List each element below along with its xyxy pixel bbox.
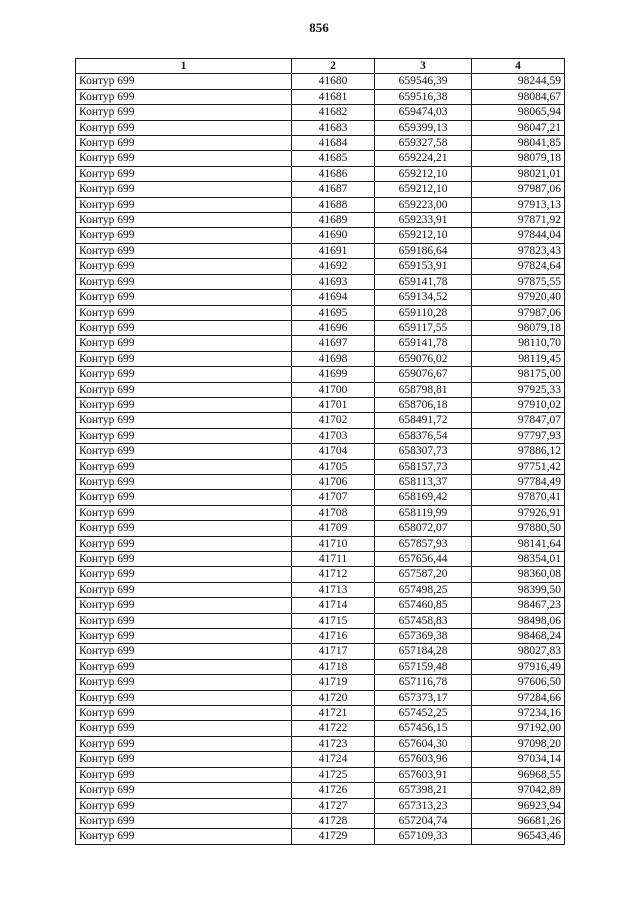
table-row bbox=[76, 428, 565, 443]
y-coordinate-cell: 98079,18 bbox=[472, 320, 565, 335]
table-row bbox=[76, 243, 565, 258]
contour-name-cell: Контур 699 bbox=[76, 89, 292, 104]
y-coordinate-cell: 97751,42 bbox=[472, 459, 565, 474]
x-coordinate-cell: 658798,81 bbox=[375, 382, 472, 397]
contour-name-cell: Контур 699 bbox=[76, 567, 292, 582]
contour-name-cell: Контур 699 bbox=[76, 182, 292, 197]
x-coordinate-cell: 659474,03 bbox=[375, 105, 472, 120]
x-coordinate-cell: 657460,85 bbox=[375, 598, 472, 613]
contour-name-cell: Контур 699 bbox=[76, 536, 292, 551]
column-header-x-coordinate: 3 bbox=[375, 59, 472, 74]
contour-name-cell: Контур 699 bbox=[76, 706, 292, 721]
x-coordinate-cell: 657603,91 bbox=[375, 767, 472, 782]
contour-name-cell: Контур 699 bbox=[76, 336, 292, 351]
table-row bbox=[76, 829, 565, 844]
y-coordinate-cell: 98354,01 bbox=[472, 552, 565, 567]
x-coordinate-cell: 659327,58 bbox=[375, 136, 472, 151]
x-coordinate-cell: 657159,48 bbox=[375, 659, 472, 674]
y-coordinate-cell: 98244,59 bbox=[472, 74, 565, 89]
y-coordinate-cell: 98041,85 bbox=[472, 136, 565, 151]
contour-name-cell: Контур 699 bbox=[76, 521, 292, 536]
y-coordinate-cell: 97098,20 bbox=[472, 736, 565, 751]
y-coordinate-cell: 97910,02 bbox=[472, 397, 565, 412]
contour-name-cell: Контур 699 bbox=[76, 813, 292, 828]
point-number-cell: 41696 bbox=[292, 320, 375, 335]
table-row bbox=[76, 382, 565, 397]
x-coordinate-cell: 657458,83 bbox=[375, 613, 472, 628]
point-number-cell: 41717 bbox=[292, 644, 375, 659]
point-number-cell: 41685 bbox=[292, 151, 375, 166]
point-number-cell: 41714 bbox=[292, 598, 375, 613]
y-coordinate-cell: 97925,33 bbox=[472, 382, 565, 397]
contour-name-cell: Контур 699 bbox=[76, 736, 292, 751]
point-number-cell: 41726 bbox=[292, 783, 375, 798]
point-number-cell: 41689 bbox=[292, 213, 375, 228]
x-coordinate-cell: 658157,73 bbox=[375, 459, 472, 474]
y-coordinate-cell: 96923,94 bbox=[472, 798, 565, 813]
x-coordinate-cell: 657603,96 bbox=[375, 752, 472, 767]
y-coordinate-cell: 97844,04 bbox=[472, 228, 565, 243]
contour-name-cell: Контур 699 bbox=[76, 552, 292, 567]
table-row bbox=[76, 89, 565, 104]
x-coordinate-cell: 659076,02 bbox=[375, 351, 472, 366]
x-coordinate-cell: 658706,18 bbox=[375, 397, 472, 412]
table-row bbox=[76, 397, 565, 412]
table-row bbox=[76, 367, 565, 382]
x-coordinate-cell: 657313,23 bbox=[375, 798, 472, 813]
contour-name-cell: Контур 699 bbox=[76, 197, 292, 212]
point-number-cell: 41691 bbox=[292, 243, 375, 258]
point-number-cell: 41693 bbox=[292, 274, 375, 289]
contour-name-cell: Контур 699 bbox=[76, 74, 292, 89]
y-coordinate-cell: 97870,41 bbox=[472, 490, 565, 505]
point-number-cell: 41701 bbox=[292, 397, 375, 412]
y-coordinate-cell: 97916,49 bbox=[472, 659, 565, 674]
contour-name-cell: Контур 699 bbox=[76, 613, 292, 628]
y-coordinate-cell: 97987,06 bbox=[472, 182, 565, 197]
table-row bbox=[76, 259, 565, 274]
table-row bbox=[76, 813, 565, 828]
table-row bbox=[76, 644, 565, 659]
point-number-cell: 41712 bbox=[292, 567, 375, 582]
x-coordinate-cell: 659212,10 bbox=[375, 182, 472, 197]
x-coordinate-cell: 657184,28 bbox=[375, 644, 472, 659]
table-row bbox=[76, 336, 565, 351]
point-number-cell: 41718 bbox=[292, 659, 375, 674]
y-coordinate-cell: 97797,93 bbox=[472, 428, 565, 443]
column-header-point-number: 2 bbox=[292, 59, 375, 74]
point-number-cell: 41707 bbox=[292, 490, 375, 505]
point-number-cell: 41719 bbox=[292, 675, 375, 690]
contour-name-cell: Контур 699 bbox=[76, 490, 292, 505]
table-row bbox=[76, 74, 565, 89]
point-number-cell: 41711 bbox=[292, 552, 375, 567]
point-number-cell: 41688 bbox=[292, 197, 375, 212]
x-coordinate-cell: 657498,25 bbox=[375, 582, 472, 597]
contour-name-cell: Контур 699 bbox=[76, 213, 292, 228]
table-row bbox=[76, 413, 565, 428]
table-row bbox=[76, 582, 565, 597]
x-coordinate-cell: 657452,25 bbox=[375, 706, 472, 721]
x-coordinate-cell: 657587,20 bbox=[375, 567, 472, 582]
table-row bbox=[76, 598, 565, 613]
table-header-row bbox=[76, 59, 565, 74]
x-coordinate-cell: 658072,07 bbox=[375, 521, 472, 536]
y-coordinate-cell: 98110,70 bbox=[472, 336, 565, 351]
x-coordinate-cell: 658376,54 bbox=[375, 428, 472, 443]
table-row bbox=[76, 567, 565, 582]
table-row bbox=[76, 474, 565, 489]
table-body bbox=[76, 74, 565, 844]
contour-name-cell: Контур 699 bbox=[76, 259, 292, 274]
table-row bbox=[76, 166, 565, 181]
point-number-cell: 41713 bbox=[292, 582, 375, 597]
point-number-cell: 41727 bbox=[292, 798, 375, 813]
contour-name-cell: Контур 699 bbox=[76, 629, 292, 644]
y-coordinate-cell: 98498,06 bbox=[472, 613, 565, 628]
point-number-cell: 41715 bbox=[292, 613, 375, 628]
contour-name-cell: Контур 699 bbox=[76, 459, 292, 474]
contour-name-cell: Контур 699 bbox=[76, 474, 292, 489]
y-coordinate-cell: 97606,50 bbox=[472, 675, 565, 690]
y-coordinate-cell: 98065,94 bbox=[472, 105, 565, 120]
contour-name-cell: Контур 699 bbox=[76, 783, 292, 798]
x-coordinate-cell: 659141,78 bbox=[375, 274, 472, 289]
table-row bbox=[76, 613, 565, 628]
point-number-cell: 41706 bbox=[292, 474, 375, 489]
contour-name-cell: Контур 699 bbox=[76, 274, 292, 289]
table-row bbox=[76, 783, 565, 798]
x-coordinate-cell: 659076,67 bbox=[375, 367, 472, 382]
table-row bbox=[76, 444, 565, 459]
point-number-cell: 41720 bbox=[292, 690, 375, 705]
table-row bbox=[76, 105, 565, 120]
point-number-cell: 41682 bbox=[292, 105, 375, 120]
contour-name-cell: Контур 699 bbox=[76, 598, 292, 613]
table-row bbox=[76, 197, 565, 212]
y-coordinate-cell: 98021,01 bbox=[472, 166, 565, 181]
y-coordinate-cell: 96968,55 bbox=[472, 767, 565, 782]
table-row bbox=[76, 151, 565, 166]
x-coordinate-cell: 657604,30 bbox=[375, 736, 472, 751]
point-number-cell: 41704 bbox=[292, 444, 375, 459]
table-row bbox=[76, 490, 565, 505]
y-coordinate-cell: 98084,67 bbox=[472, 89, 565, 104]
x-coordinate-cell: 659516,38 bbox=[375, 89, 472, 104]
x-coordinate-cell: 659110,28 bbox=[375, 305, 472, 320]
y-coordinate-cell: 97823,43 bbox=[472, 243, 565, 258]
point-number-cell: 41722 bbox=[292, 721, 375, 736]
point-number-cell: 41684 bbox=[292, 136, 375, 151]
x-coordinate-cell: 659224,21 bbox=[375, 151, 472, 166]
table-row bbox=[76, 182, 565, 197]
table-row bbox=[76, 721, 565, 736]
contour-name-cell: Контур 699 bbox=[76, 290, 292, 305]
y-coordinate-cell: 98360,08 bbox=[472, 567, 565, 582]
table-row bbox=[76, 351, 565, 366]
table-row bbox=[76, 659, 565, 674]
contour-name-cell: Контур 699 bbox=[76, 166, 292, 181]
contour-name-cell: Контур 699 bbox=[76, 767, 292, 782]
point-number-cell: 41699 bbox=[292, 367, 375, 382]
table-row bbox=[76, 767, 565, 782]
table-row bbox=[76, 274, 565, 289]
contour-name-cell: Контур 699 bbox=[76, 582, 292, 597]
x-coordinate-cell: 659212,10 bbox=[375, 228, 472, 243]
table-row bbox=[76, 629, 565, 644]
table-row bbox=[76, 305, 565, 320]
point-number-cell: 41702 bbox=[292, 413, 375, 428]
contour-name-cell: Контур 699 bbox=[76, 243, 292, 258]
contour-name-cell: Контур 699 bbox=[76, 752, 292, 767]
point-number-cell: 41687 bbox=[292, 182, 375, 197]
y-coordinate-cell: 98119,45 bbox=[472, 351, 565, 366]
point-number-cell: 41716 bbox=[292, 629, 375, 644]
x-coordinate-cell: 658169,42 bbox=[375, 490, 472, 505]
table-row bbox=[76, 536, 565, 551]
point-number-cell: 41695 bbox=[292, 305, 375, 320]
point-number-cell: 41724 bbox=[292, 752, 375, 767]
y-coordinate-cell: 96681,26 bbox=[472, 813, 565, 828]
table-row bbox=[76, 320, 565, 335]
x-coordinate-cell: 657456,15 bbox=[375, 721, 472, 736]
x-coordinate-cell: 659546,39 bbox=[375, 74, 472, 89]
x-coordinate-cell: 657398,21 bbox=[375, 783, 472, 798]
coordinates-table bbox=[75, 58, 565, 845]
table-row bbox=[76, 798, 565, 813]
point-number-cell: 41700 bbox=[292, 382, 375, 397]
point-number-cell: 41697 bbox=[292, 336, 375, 351]
y-coordinate-cell: 97926,91 bbox=[472, 505, 565, 520]
y-coordinate-cell: 97886,12 bbox=[472, 444, 565, 459]
contour-name-cell: Контур 699 bbox=[76, 659, 292, 674]
x-coordinate-cell: 657109,33 bbox=[375, 829, 472, 844]
point-number-cell: 41703 bbox=[292, 428, 375, 443]
x-coordinate-cell: 657204,74 bbox=[375, 813, 472, 828]
y-coordinate-cell: 97880,50 bbox=[472, 521, 565, 536]
contour-name-cell: Контур 699 bbox=[76, 413, 292, 428]
table-row bbox=[76, 459, 565, 474]
y-coordinate-cell: 97875,55 bbox=[472, 274, 565, 289]
y-coordinate-cell: 97824,64 bbox=[472, 259, 565, 274]
point-number-cell: 41728 bbox=[292, 813, 375, 828]
y-coordinate-cell: 98468,24 bbox=[472, 629, 565, 644]
x-coordinate-cell: 658307,73 bbox=[375, 444, 472, 459]
point-number-cell: 41683 bbox=[292, 120, 375, 135]
y-coordinate-cell: 97042,89 bbox=[472, 783, 565, 798]
y-coordinate-cell: 96543,46 bbox=[472, 829, 565, 844]
y-coordinate-cell: 97913,13 bbox=[472, 197, 565, 212]
x-coordinate-cell: 659134,52 bbox=[375, 290, 472, 305]
x-coordinate-cell: 657857,93 bbox=[375, 536, 472, 551]
y-coordinate-cell: 98027,83 bbox=[472, 644, 565, 659]
point-number-cell: 41686 bbox=[292, 166, 375, 181]
contour-name-cell: Контур 699 bbox=[76, 397, 292, 412]
point-number-cell: 41723 bbox=[292, 736, 375, 751]
table-row bbox=[76, 290, 565, 305]
x-coordinate-cell: 659153,91 bbox=[375, 259, 472, 274]
contour-name-cell: Контур 699 bbox=[76, 382, 292, 397]
y-coordinate-cell: 97847,07 bbox=[472, 413, 565, 428]
x-coordinate-cell: 658113,37 bbox=[375, 474, 472, 489]
y-coordinate-cell: 97284,66 bbox=[472, 690, 565, 705]
contour-name-cell: Контур 699 bbox=[76, 505, 292, 520]
contour-name-cell: Контур 699 bbox=[76, 644, 292, 659]
table-row bbox=[76, 752, 565, 767]
y-coordinate-cell: 97871,92 bbox=[472, 213, 565, 228]
x-coordinate-cell: 658119,99 bbox=[375, 505, 472, 520]
table-row bbox=[76, 521, 565, 536]
contour-name-cell: Контур 699 bbox=[76, 367, 292, 382]
point-number-cell: 41698 bbox=[292, 351, 375, 366]
table-row bbox=[76, 120, 565, 135]
x-coordinate-cell: 658491,72 bbox=[375, 413, 472, 428]
x-coordinate-cell: 657116,78 bbox=[375, 675, 472, 690]
table-row bbox=[76, 552, 565, 567]
column-header-y-coordinate: 4 bbox=[472, 59, 565, 74]
x-coordinate-cell: 659186,64 bbox=[375, 243, 472, 258]
point-number-cell: 41680 bbox=[292, 74, 375, 89]
contour-name-cell: Контур 699 bbox=[76, 675, 292, 690]
x-coordinate-cell: 659141,78 bbox=[375, 336, 472, 351]
contour-name-cell: Контур 699 bbox=[76, 305, 292, 320]
y-coordinate-cell: 97784,49 bbox=[472, 474, 565, 489]
point-number-cell: 41708 bbox=[292, 505, 375, 520]
y-coordinate-cell: 98467,23 bbox=[472, 598, 565, 613]
contour-name-cell: Контур 699 bbox=[76, 428, 292, 443]
table-row bbox=[76, 505, 565, 520]
x-coordinate-cell: 659212,10 bbox=[375, 166, 472, 181]
x-coordinate-cell: 657369,38 bbox=[375, 629, 472, 644]
table-row bbox=[76, 706, 565, 721]
table-row bbox=[76, 213, 565, 228]
y-coordinate-cell: 98175,00 bbox=[472, 367, 565, 382]
y-coordinate-cell: 97987,06 bbox=[472, 305, 565, 320]
point-number-cell: 41729 bbox=[292, 829, 375, 844]
y-coordinate-cell: 98141,64 bbox=[472, 536, 565, 551]
contour-name-cell: Контур 699 bbox=[76, 120, 292, 135]
y-coordinate-cell: 97234,16 bbox=[472, 706, 565, 721]
y-coordinate-cell: 97192,00 bbox=[472, 721, 565, 736]
table-row bbox=[76, 675, 565, 690]
contour-name-cell: Контур 699 bbox=[76, 136, 292, 151]
y-coordinate-cell: 97920,40 bbox=[472, 290, 565, 305]
point-number-cell: 41705 bbox=[292, 459, 375, 474]
x-coordinate-cell: 659223,00 bbox=[375, 197, 472, 212]
x-coordinate-cell: 659399,13 bbox=[375, 120, 472, 135]
contour-name-cell: Контур 699 bbox=[76, 320, 292, 335]
point-number-cell: 41709 bbox=[292, 521, 375, 536]
contour-name-cell: Контур 699 bbox=[76, 151, 292, 166]
page-number: 856 bbox=[309, 20, 329, 35]
contour-name-cell: Контур 699 bbox=[76, 351, 292, 366]
table-row bbox=[76, 228, 565, 243]
table-row bbox=[76, 136, 565, 151]
contour-name-cell: Контур 699 bbox=[76, 228, 292, 243]
contour-name-cell: Контур 699 bbox=[76, 444, 292, 459]
x-coordinate-cell: 659117,55 bbox=[375, 320, 472, 335]
point-number-cell: 41690 bbox=[292, 228, 375, 243]
y-coordinate-cell: 97034,14 bbox=[472, 752, 565, 767]
point-number-cell: 41694 bbox=[292, 290, 375, 305]
y-coordinate-cell: 98047,21 bbox=[472, 120, 565, 135]
x-coordinate-cell: 659233,91 bbox=[375, 213, 472, 228]
x-coordinate-cell: 657656,44 bbox=[375, 552, 472, 567]
y-coordinate-cell: 98399,50 bbox=[472, 582, 565, 597]
contour-name-cell: Контур 699 bbox=[76, 829, 292, 844]
point-number-cell: 41681 bbox=[292, 89, 375, 104]
contour-name-cell: Контур 699 bbox=[76, 721, 292, 736]
column-header-contour: 1 bbox=[76, 59, 292, 74]
x-coordinate-cell: 657373,17 bbox=[375, 690, 472, 705]
y-coordinate-cell: 98079,18 bbox=[472, 151, 565, 166]
contour-name-cell: Контур 699 bbox=[76, 105, 292, 120]
contour-name-cell: Контур 699 bbox=[76, 690, 292, 705]
point-number-cell: 41710 bbox=[292, 536, 375, 551]
contour-name-cell: Контур 699 bbox=[76, 798, 292, 813]
point-number-cell: 41725 bbox=[292, 767, 375, 782]
point-number-cell: 41692 bbox=[292, 259, 375, 274]
table-row bbox=[76, 690, 565, 705]
table-row bbox=[76, 736, 565, 751]
point-number-cell: 41721 bbox=[292, 706, 375, 721]
